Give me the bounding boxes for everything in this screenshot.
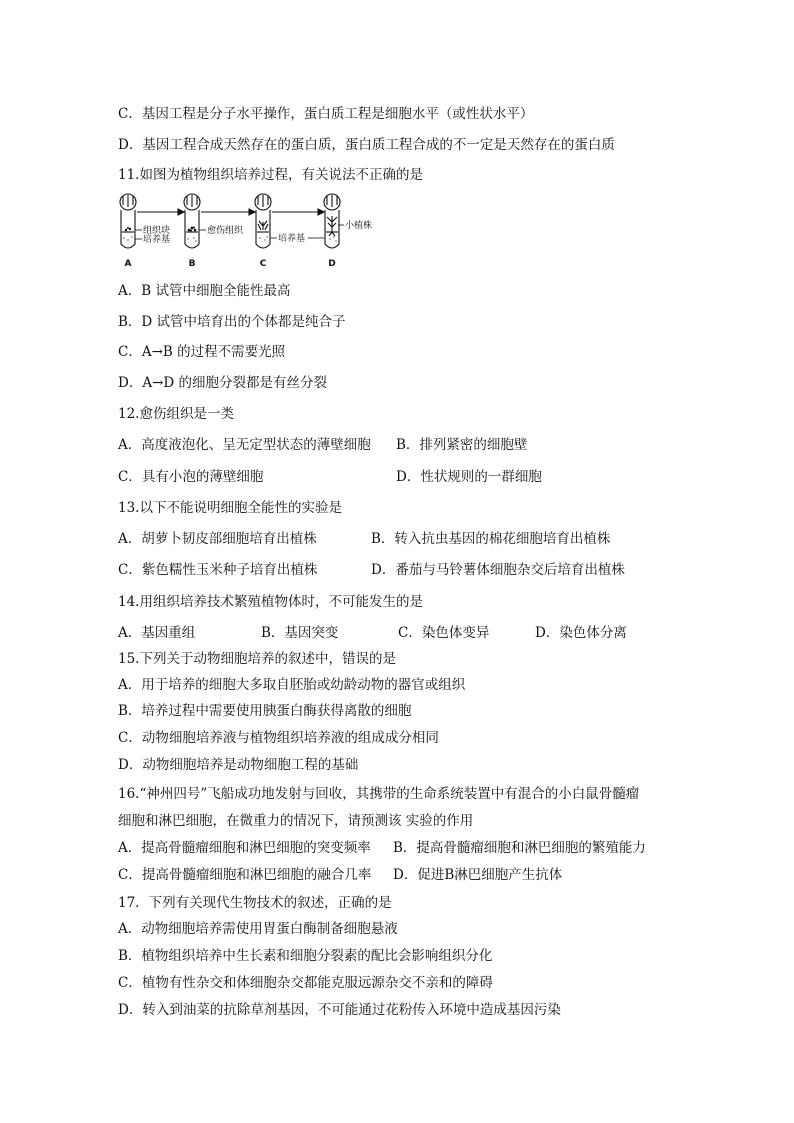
- q13-option-d: D．番茄与马铃薯体细胞杂交后培育出植株: [371, 562, 625, 578]
- tube-label-a: A: [124, 259, 132, 269]
- label-medium-a: 培养基: [143, 235, 171, 245]
- label-callus: 愈伤组织: [207, 226, 244, 236]
- q16-option-d: D．促进B淋巴细胞产生抗体: [393, 867, 563, 883]
- q16-stem-line-2: 细胞和淋巴细胞，在微重力的情况下，请预测该 实验的作用: [118, 813, 474, 829]
- q13-option-c: C．紫色糯性玉米种子培育出植株: [118, 562, 318, 578]
- tube-label-c: C: [259, 259, 267, 269]
- q12-option-a: A．高度液泡化、呈无定型状态的薄壁细胞: [118, 437, 371, 453]
- q12-option-d: D．性状规则的一群细胞: [396, 469, 542, 485]
- q15-stem: 15.下列关于动物细胞培养的叙述中，错误的是: [118, 651, 396, 667]
- q11-stem: 11.如图为植物组织培养过程，有关说法不正确的是: [118, 167, 423, 183]
- q13-option-a: A．胡萝卜韧皮部细胞培育出植株: [118, 531, 317, 547]
- q12-option-c: C．具有小泡的薄壁细胞: [118, 469, 264, 485]
- test-tube-b: [184, 194, 200, 248]
- q14-option-d: D．染色体分离: [535, 625, 627, 641]
- tissue-culture-figure: [112, 192, 373, 272]
- q12-option-b: B．排列紧密的细胞壁: [396, 437, 528, 453]
- q17-option-d: D．转入到油菜的抗除草剂基因，不可能通过花粉传入环境中造成基因污染: [118, 1002, 561, 1018]
- label-plantlet: 小植株: [345, 221, 373, 231]
- q13-option-b: B．转入抗虫基因的棉花细胞培育出植株: [371, 531, 611, 547]
- q10-option-d: D．基因工程合成天然存在的蛋白质，蛋白质工程合成的不一定是天然存在的蛋白质: [118, 137, 615, 153]
- tube-label-b: B: [188, 259, 196, 269]
- q10-option-c: C．基因工程是分子水平操作，蛋白质工程是细胞水平（或性状水平）: [118, 106, 534, 122]
- q15-option-a: A．用于培养的细胞大多取自胚胎或幼龄动物的器官或组织: [118, 677, 466, 693]
- test-tube-c: [255, 194, 271, 248]
- test-tube-d: [324, 194, 340, 248]
- q11-option-a: A．B 试管中细胞全能性最高: [118, 283, 291, 299]
- q11-option-b: B．D 试管中培育出的个体都是纯合子: [118, 314, 346, 330]
- q11-option-c: C．A→B 的过程不需要光照: [118, 344, 286, 360]
- q14-option-b: B．基因突变: [261, 625, 339, 641]
- tube-label-d: D: [328, 259, 336, 269]
- q17-option-b: B．植物组织培养中生长素和细胞分裂素的配比会影响组织分化: [118, 948, 493, 964]
- q14-option-a: A．基因重组: [118, 625, 196, 641]
- q11-option-d: D．A→D 的细胞分裂都是有丝分裂: [118, 375, 327, 391]
- q16-option-b: B．提高骨髓瘤细胞和淋巴细胞的繁殖能力: [393, 840, 646, 856]
- q15-option-c: C．动物细胞培养液与植物组织培养液的组成成分相同: [118, 730, 439, 746]
- q16-option-a: A．提高骨髓瘤细胞和淋巴细胞的突变频率: [118, 840, 371, 856]
- q15-option-b: B．培养过程中需要使用胰蛋白酶获得离散的细胞: [118, 703, 412, 719]
- q15-option-d: D．动物细胞培养是动物细胞工程的基础: [118, 757, 359, 773]
- q14-option-c: C．染色体变异: [398, 625, 490, 641]
- q16-stem-line-1: 16.“神州四号”飞船成功地发射与回收，其携带的生命系统装置中有混合的小白鼠骨髓瘤: [118, 786, 640, 802]
- label-medium-c: 培养基: [278, 234, 306, 244]
- q17-stem: 17．下列有关现代生物技术的叙述，正确的是: [118, 895, 392, 911]
- q17-option-c: C．植物有性杂交和体细胞杂交都能克服远源杂交不亲和的障碍: [118, 975, 493, 991]
- q16-option-c: C．提高骨髓瘤细胞和淋巴细胞的融合几率: [118, 867, 372, 883]
- q14-stem: 14.用组织培养技术繁殖植物体时，不可能发生的是: [118, 594, 423, 610]
- q13-stem: 13.以下不能说明细胞全能性的实验是: [118, 500, 342, 516]
- q17-option-a: A．动物细胞培养需使用胃蛋白酶制备细胞悬液: [118, 921, 398, 937]
- q12-stem: 12.愈伤组织是一类: [118, 406, 234, 422]
- label-tissue-block: 组织块: [143, 226, 171, 236]
